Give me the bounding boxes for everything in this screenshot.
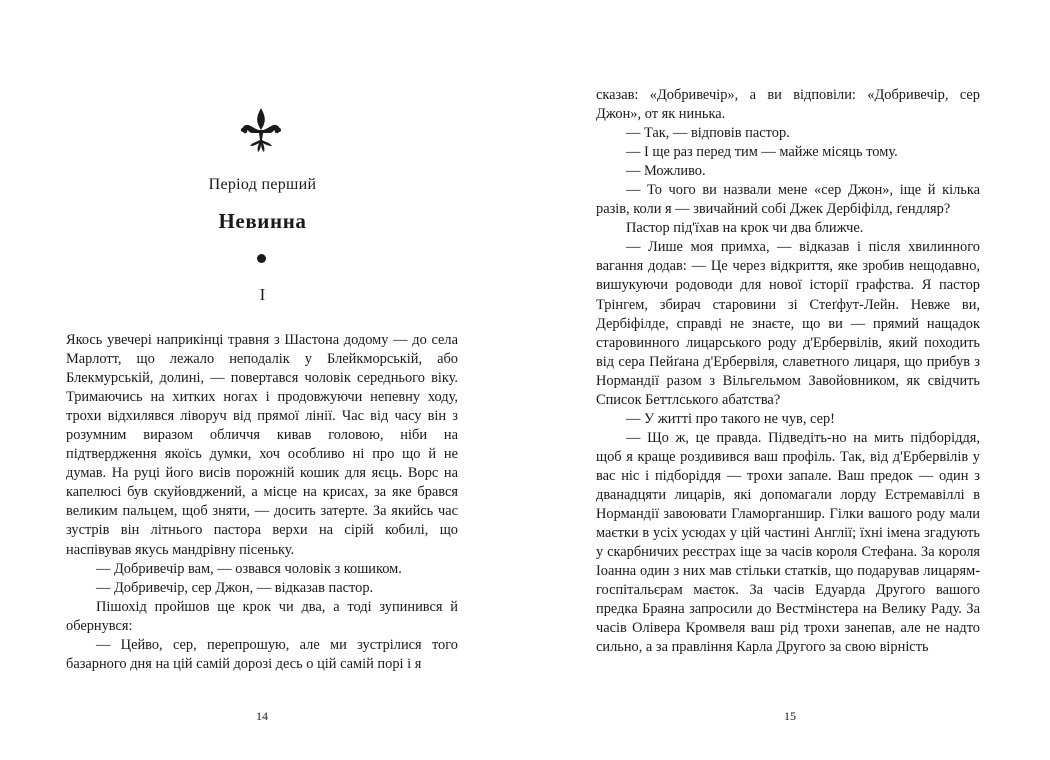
paragraph: Якось увечері наприкінці травня з Шастона додому — до села Марлотт, що лежало неподалік у Блейкморській, або Блекмурській, долині, — повертався чоловік середнього віку. Тримаючись на хитких ногах і продовжуючи непевну ходу, трохи відхилявся ліворуч від прямої лінії. Час від часу він з розумним виразом обличчя кивав головою, ніби на підтвердження якоїсь думки, хоч особливо ні про що й не думав. На руці його висів порожній кошик для яєць. Ворс на капелюсі був скуйовджений, а місце на крисах, за яке брався великим пальцем, щоб зняти, — досить затерте. За якийсь час зустрів він літнього пастора верхи на сірій кобилі, що наспівував якусь мандрівну пісеньку.	[66, 332, 458, 558]
right-body-text	[596, 86, 980, 657]
period-heading: Період перший	[208, 176, 317, 193]
chapter-number: I	[259, 285, 266, 304]
paragraph: Пастор під'їхав на крок чи два ближче.	[626, 220, 864, 237]
left-body-text	[66, 331, 458, 674]
paragraph: — У житті про такого не чув, сер!	[626, 410, 835, 427]
paragraph: сказав: «Добривечір», а ви відповіли: «Добривечір, сер Джон», от як нинька.	[596, 87, 980, 123]
paragraph: — Що ж, це правда. Підведіть-но на мить підборіддя, щоб я краще роздивився ваш профіль. Так, від д'Ербервілів у вас ніс і підборіддя — трохи запале. Ваш предок — один з дванадцяти лицарів, які допомагали лорду Естремавіллі в Нормандії завоювати Гламорганшир. Гілки вашого роду мали маєтки в усіх усюдах у цій частині Англії; їхні імена згадують у скарбничих реєстрах іще за часів короля Стефана. За короля Іоанна один з них мав стільки статків, що подарував лицарям-госпітальєрам маєток. За часів Едуарда Другого вашого предка Браяна запросили до Вестмінстера на Велику Раду. За часів Олівера Кромвеля ваш рід трохи занепав, але не надто сильно, а за правління Карла Другого за свою вірність	[596, 429, 980, 656]
paragraph: — Добривечір вам, — озвався чоловік з кошиком.	[96, 560, 402, 577]
paragraph: — Можливо.	[626, 163, 706, 180]
page-number: 14	[256, 709, 268, 723]
paragraph: — Цейво, сер, перепрошую, але ми зустрілися того базарного дня на цій самій дорозі десь о цій самій порі і я	[66, 636, 458, 672]
chapter-title: Невинна	[218, 209, 307, 233]
page-number: 15	[784, 709, 796, 723]
paragraph: — То чого ви назвали мене «сер Джон», іще й кілька разів, коли я — звичайний собі Джек Дербіфілд, ґендляр?	[596, 182, 980, 218]
paragraph: — Добривечір, сер Джон, — відказав пастор.	[96, 579, 374, 596]
bullet-divider	[257, 254, 266, 263]
paragraph: — Лише моя примха, — відказав і після хвилинного вагання додав: — Це через відкриття, яке зробив нещодавно, вишукуючи родоводи для нової історії графства. Я пастор Трінгем, збирач старовини зі Стеґфут-Лейн. Невже ви, Дербіфілде, справді не знаєте, що ви — прямий нащадок старовинного лицарського роду д'Ербервілів, який походить від сера Пейґана д'Ербервіля, славетного лицаря, що прибув з Нормандії разом з Вільгельмом Завойовником, як свідчить Список Беттлського абатства?	[596, 239, 980, 408]
fleur-de-lis-ornament-icon	[238, 106, 284, 154]
paragraph: — Так, — відповів пастор.	[626, 125, 790, 142]
paragraph: Пішохід пройшов ще крок чи два, а тоді зупинився й обернувся:	[66, 598, 458, 634]
paragraph: — І ще раз перед тим — майже місяць тому.	[626, 144, 898, 161]
